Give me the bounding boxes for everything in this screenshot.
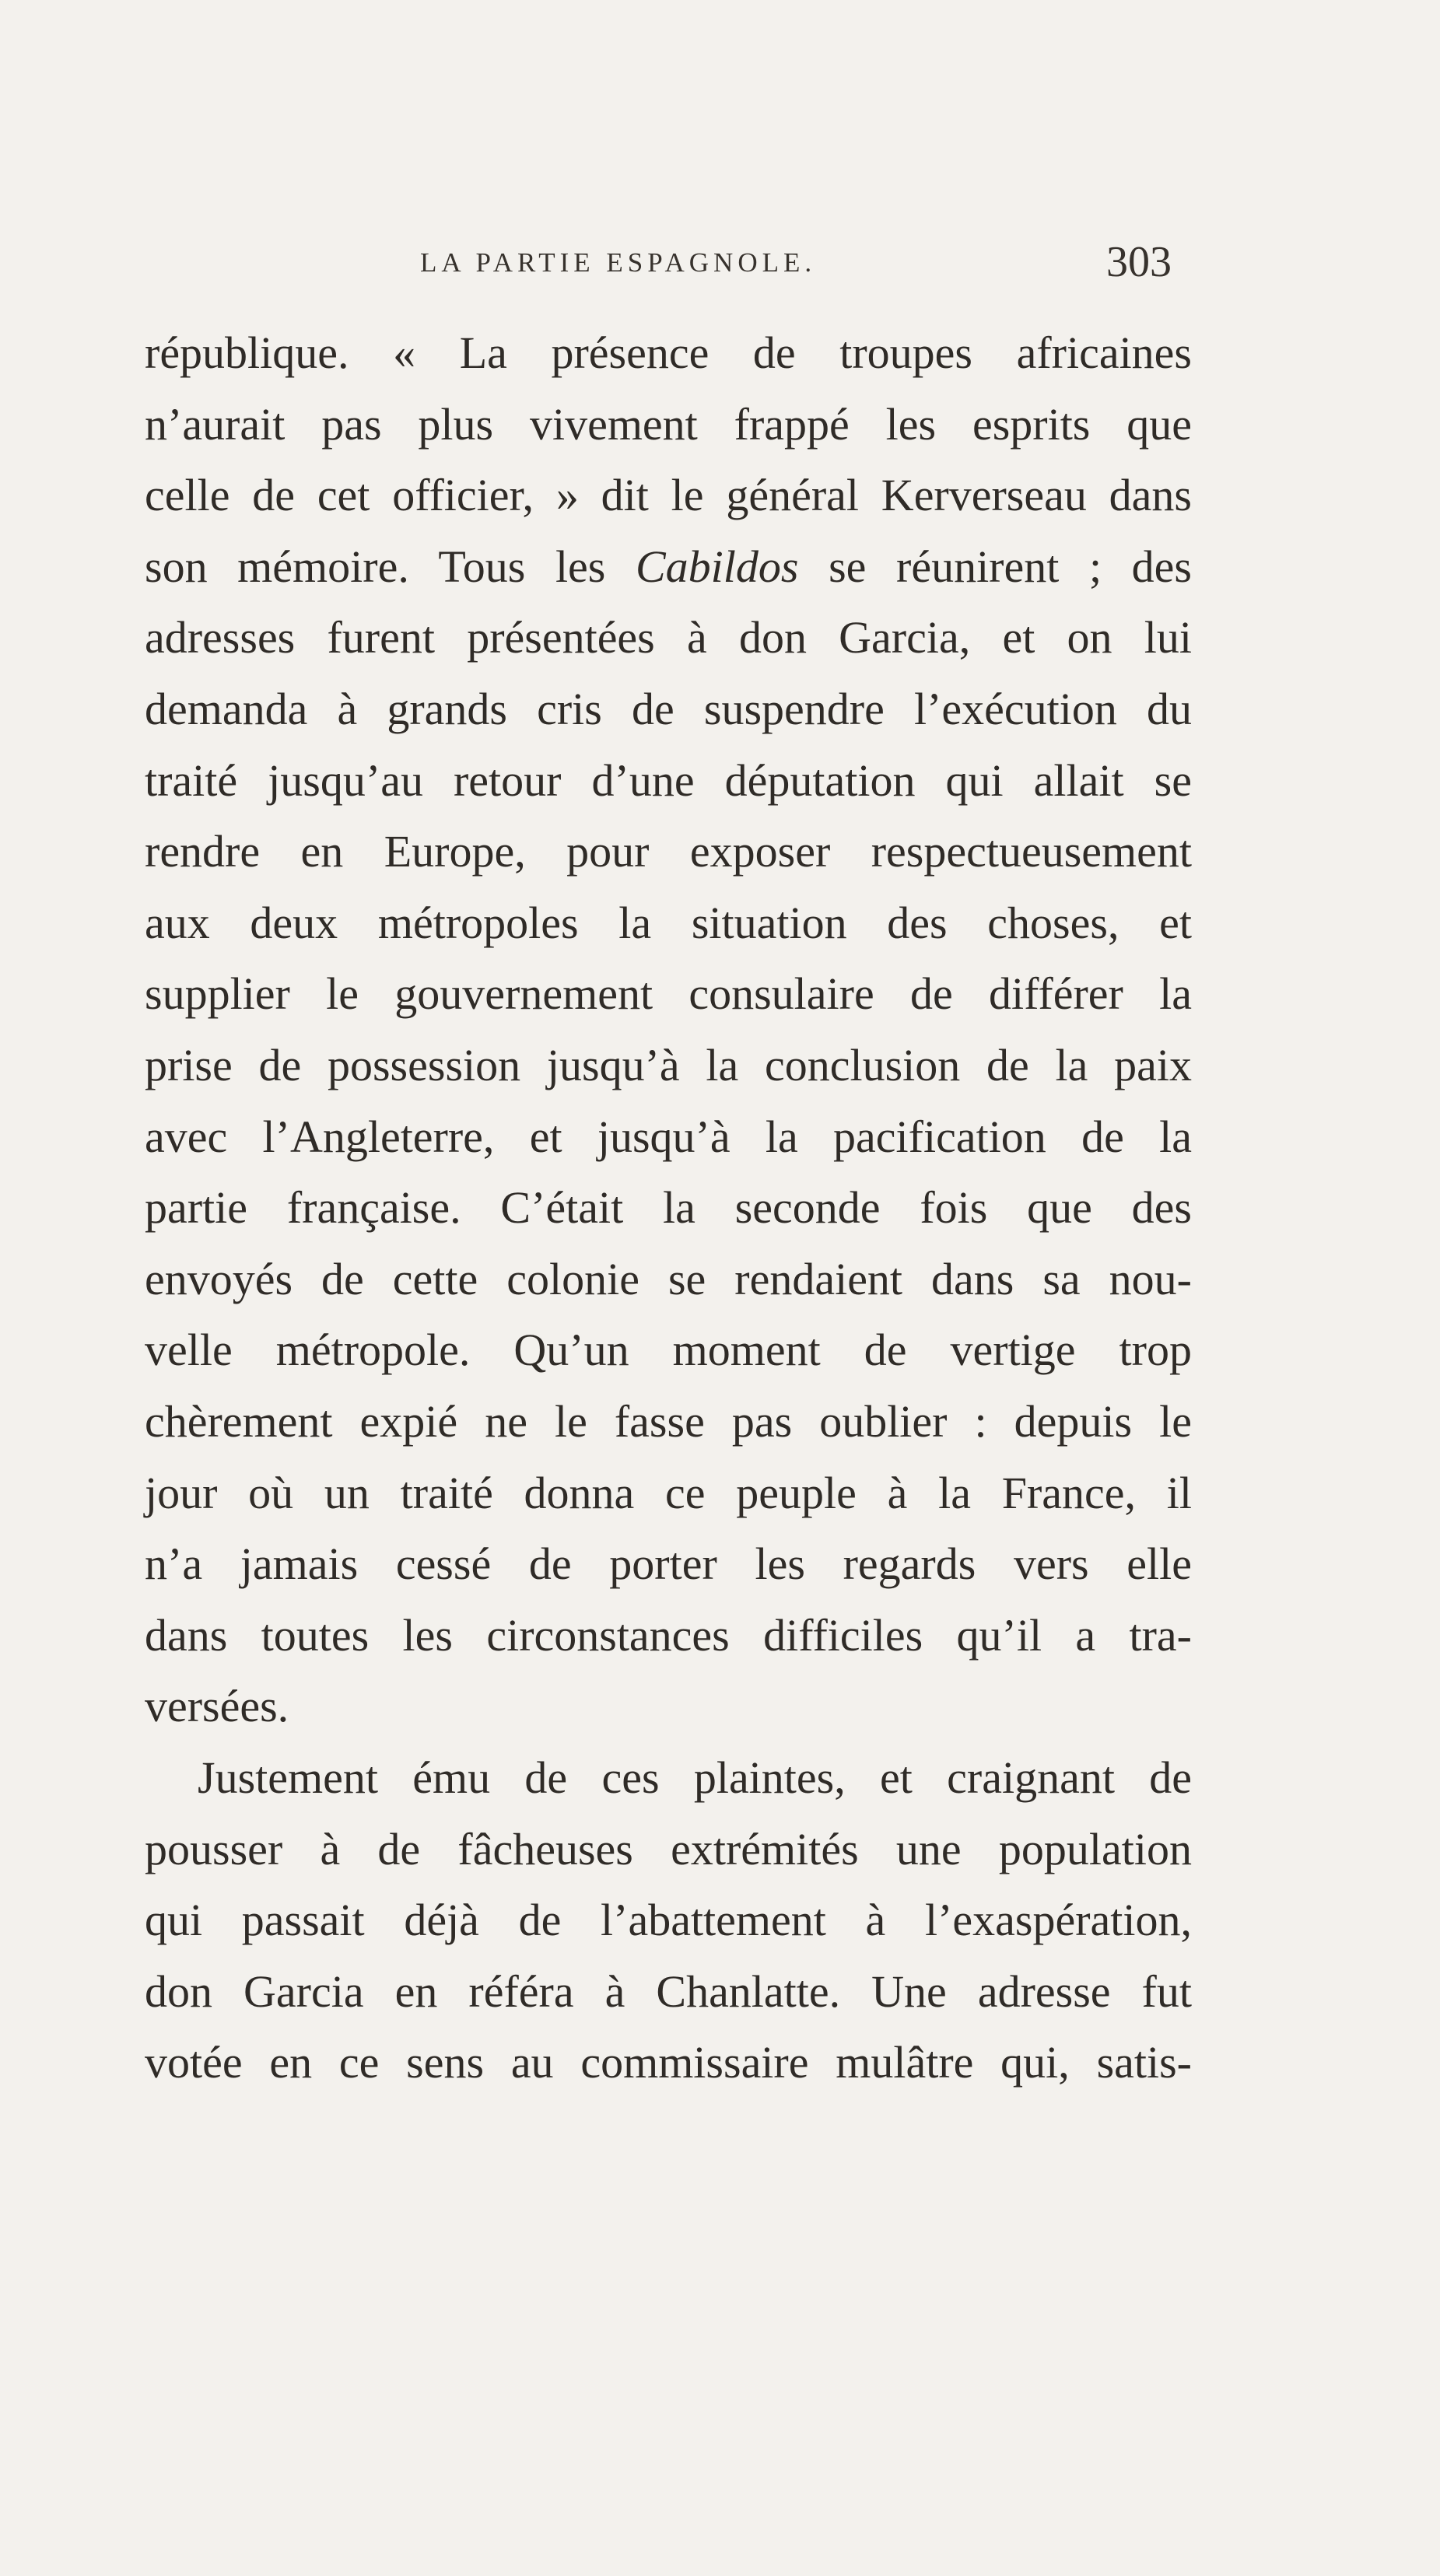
italic-word: Cabildos — [635, 541, 799, 592]
text-fragment: partie française. C’était la seconde fois que des — [145, 1182, 1192, 1234]
text-line — [145, 1172, 1192, 1244]
text-line — [145, 1742, 1192, 1814]
text-fragment: adresses furent présentées à don Garcia, et on lui — [145, 612, 1192, 663]
running-header: LA PARTIE ESPAGNOLE. — [420, 247, 817, 278]
text-fragment: avec l’Angleterre, et jusqu’à la pacification de la — [145, 1111, 1192, 1162]
text-line — [145, 1458, 1192, 1529]
text-fragment: envoyés de cette colonie se rendaient dans sa nou- — [145, 1253, 1192, 1304]
text-line — [145, 1101, 1192, 1173]
text-fragment: son mémoire. Tous les — [145, 541, 636, 592]
text-fragment: république. « La présence de troupes africaines — [145, 327, 1192, 378]
text-line — [145, 531, 1192, 603]
text-line — [145, 1244, 1192, 1315]
text-line — [145, 1030, 1192, 1101]
text-line — [145, 1528, 1192, 1600]
text-fragment: n’aurait pas plus vivement frappé les esprits que — [145, 398, 1192, 450]
text-fragment: rendre en Europe, pour exposer respectueusement — [145, 826, 1192, 877]
text-fragment: se réunirent ; des — [798, 541, 1193, 592]
text-fragment: votée en ce sens au commissaire mulâtre qui, satis- — [145, 2037, 1192, 2088]
text-fragment: don Garcia en référa à Chanlatte. Une adresse fut — [145, 1965, 1192, 2017]
text-fragment: n’a jamais cessé de porter les regards vers elle — [145, 1538, 1192, 1590]
text-fragment: chèrement expié ne le fasse pas oublier : depuis le — [145, 1396, 1192, 1447]
text-line — [145, 602, 1192, 674]
text-fragment: velle métropole. Qu’un moment de vertige trop — [145, 1325, 1192, 1376]
text-line — [145, 1671, 1192, 1742]
text-line — [145, 389, 1192, 460]
text-fragment: supplier le gouvernement consulaire de différer la — [145, 968, 1192, 1020]
text-fragment: pousser à de fâcheuses extrémités une population — [145, 1823, 1192, 1874]
text-line — [145, 1386, 1192, 1458]
text-line — [145, 958, 1192, 1030]
text-line — [145, 1885, 1192, 1956]
text-line — [145, 1956, 1192, 2028]
text-fragment: prise de possession jusqu’à la conclusion de la paix — [145, 1040, 1192, 1090]
text-fragment: demanda à grands cris de suspendre l’exécution du — [145, 684, 1192, 734]
text-line — [145, 1814, 1192, 1885]
text-fragment: dans toutes les circonstances difficiles qu’il a tra- — [145, 1609, 1192, 1661]
text-line — [145, 460, 1192, 531]
text-fragment: traité jusqu’au retour d’une députation qui allait se — [145, 754, 1192, 806]
text-fragment: jour où un traité donna ce peuple à la France, il — [145, 1467, 1192, 1518]
text-fragment: qui passait déjà de l’abattement à l’exaspération, — [145, 1895, 1192, 1946]
text-line — [145, 745, 1192, 817]
text-fragment: versées. — [145, 1681, 289, 1732]
text-line — [145, 887, 1192, 959]
text-line — [145, 1600, 1192, 1671]
text-fragment: Justement ému de ces plaintes, et craignant de — [198, 1752, 1192, 1803]
text-line — [145, 1314, 1192, 1386]
text-line — [145, 2027, 1192, 2098]
text-line — [145, 317, 1192, 389]
text-fragment: aux deux métropoles la situation des choses, et — [145, 897, 1192, 948]
page-number: 303 — [1106, 238, 1172, 286]
text-line — [145, 674, 1192, 745]
text-line — [145, 816, 1192, 887]
text-fragment: celle de cet officier, » dit le général Kerverseau dans — [145, 470, 1192, 521]
